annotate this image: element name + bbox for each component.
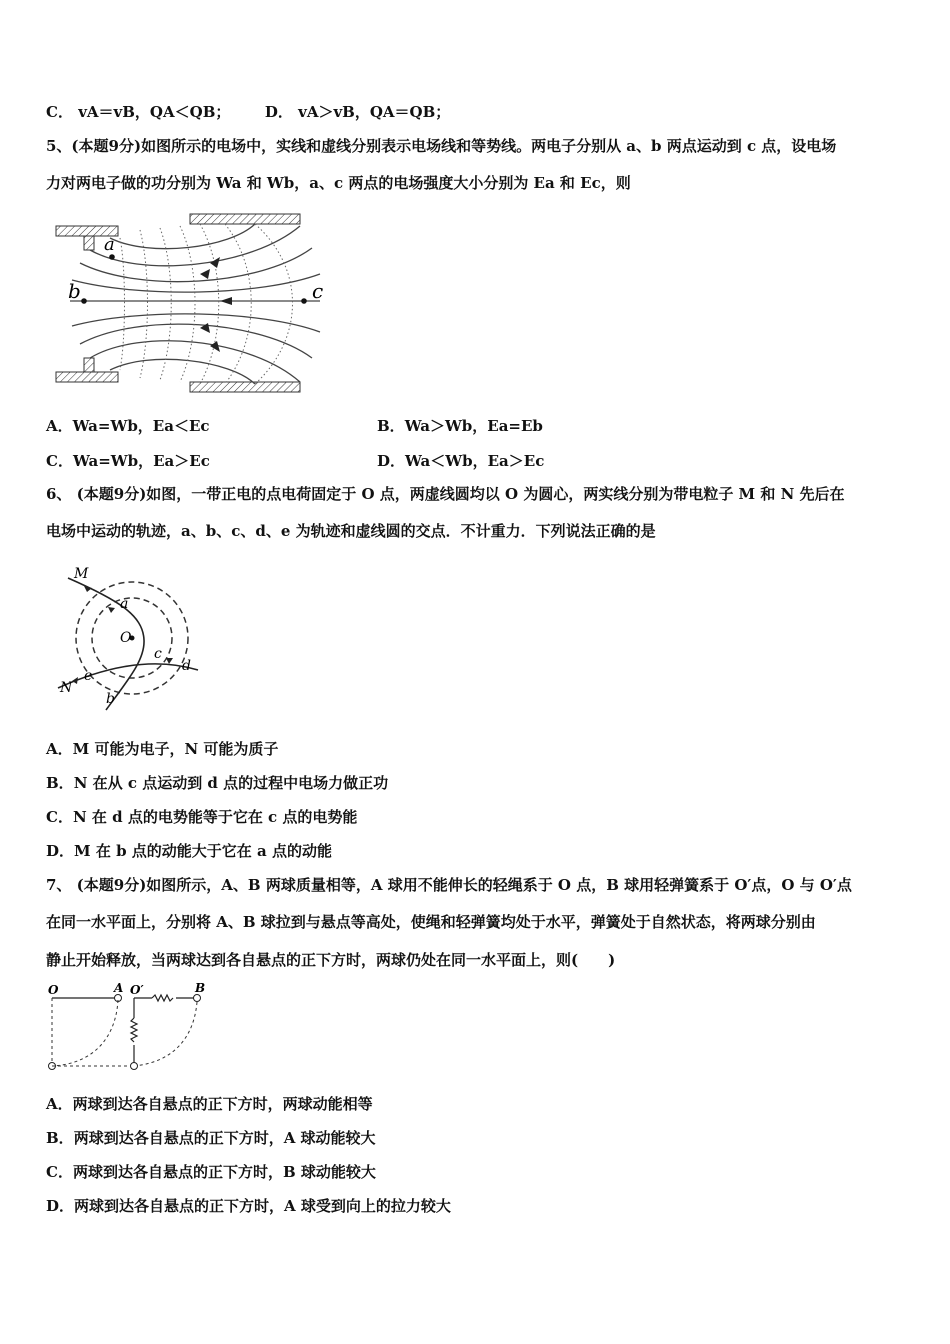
q5-option-c-text: Wa=Wb，Ea＞Ec [72,452,210,470]
q6-option-d [46,841,332,861]
ball-B-bottom [131,1063,138,1070]
q6-option-a [46,739,278,759]
label-O-prime: O′ [130,983,144,997]
label-c: c [154,646,162,662]
q6-option-d-text: M 在 b 点的动能大于它在 a 点的动能 [74,842,332,860]
q7-option-b-text: 两球到达各自悬点的正下方时，A 球动能较大 [73,1129,376,1147]
q6-stem-line1: 6、 (本题9分)如图，一带正电的点电荷固定于 O 点，两虚线圆均以 O 为圆心，两实线分别为带电粒子 M 和 N 先后在 [46,485,845,503]
q7-option-c-label: C． [46,1163,73,1181]
label-e: e [84,668,93,684]
q4-option-d-text: vA＞vB，QA＝QB； [298,103,451,121]
q4-option-c-text: vA＝vB，QA＜QB； [78,103,231,121]
q6-option-c [46,807,357,827]
q5-option-b-text: Wa＞Wb，Ea=Eb [404,417,543,435]
electrode-bottom-left [56,372,118,382]
q7-option-b-label: B． [46,1129,74,1147]
q7-stem-line2: 在同一水平面上，分别将 A、B 球拉到与悬点等高处，使绳和轻弹簧均处于水平，弹簧处于自然状态，将两球分别由 [46,913,816,931]
q5-option-c-label: C． [46,452,73,470]
label-A: A [114,982,124,995]
electrode-top-right [190,214,300,224]
q5-option-a-text: Wa=Wb，Ea＜Ec [72,417,210,435]
electrode-bottom-left-tip [84,358,94,372]
q5-option-b [377,416,543,436]
q6-option-a-text: M 可能为电子，N 可能为质子 [72,740,279,758]
q7-option-a [46,1094,373,1114]
q5-option-a [46,416,210,436]
q5-stem-line1: 5、(本题9分)如图所示的电场中，实线和虚线分别表示电场线和等势线。两电子分别从 a、b 两点运动到 c 点，设电场 [46,137,837,155]
q4-option-d-label: D． [264,103,293,121]
q5-option-a-label: A． [46,417,73,435]
label-M: M [74,566,89,582]
q7-option-d-text: 两球到达各自悬点的正下方时，A 球受到向上的拉力较大 [74,1197,451,1215]
q5-option-d-text: Wa＜Wb，Ea＞Ec [405,452,545,470]
q7-option-a-label: A． [46,1095,73,1113]
ball-B [194,995,201,1002]
q5-option-d [377,451,544,471]
path-A-dashed [52,1000,118,1066]
label-O: O [48,983,59,997]
q5-field-figure [50,208,335,396]
q5-stem-line2: 力对两电子做的功分别为 Wa 和 Wb，a、c 两点的电场强度大小分别为 Ea 和 Ec，则 [46,174,631,192]
electrode-bottom-right [190,382,300,392]
point-c [301,298,307,304]
path-B-dashed [134,1002,197,1066]
label-d: d [182,658,191,674]
q6-option-b [46,773,388,793]
q6-option-c-label: C． [46,808,73,826]
q5-option-c [46,451,210,471]
q7-pendulum-figure [44,982,224,1074]
q6-option-b-text: N 在从 c 点运动到 d 点的过程中电场力做正功 [73,774,389,792]
q6-option-d-label: D． [46,842,75,860]
q7-option-d-label: D． [46,1197,75,1215]
label-b: b [106,691,115,707]
q7-option-d [46,1196,451,1216]
q6-option-b-label: B． [46,774,74,792]
point-b [81,298,87,304]
q6-option-a-label: A． [46,740,73,758]
label-O: O [120,630,132,646]
q7-option-b [46,1128,376,1148]
q7-stem-line3: 静止开始释放，当两球达到各自悬点的正下方时，两球仍处在同一水平面上，则( ) [46,951,616,969]
label-B: B [195,982,206,995]
point-a [109,254,115,260]
q6-option-c-text: N 在 d 点的电势能等于它在 c 点的电势能 [72,808,358,826]
spring-vertical [131,1018,137,1042]
q7-option-a-text: 两球到达各自悬点的正下方时，两球动能相等 [72,1095,373,1113]
label-a: a [120,596,129,612]
label-a: a [104,234,115,255]
label-b: b [68,279,81,303]
spring-horizontal [152,995,173,1001]
q7-stem-line1: 7、 (本题9分)如图所示，A、B 两球质量相等，A 球用不能伸长的轻绳系于 O 点，B 球用轻弹簧系于 O′点，O 与 O′点 [46,876,852,894]
q7-option-c [46,1162,376,1182]
label-c: c [312,279,324,303]
q5-option-b-label: B． [377,417,405,435]
q7-option-c-text: 两球到达各自悬点的正下方时，B 球动能较大 [72,1163,376,1181]
q4-options-cd [46,102,450,122]
electrode-top-left-tip [84,236,94,250]
label-N: N [60,680,73,696]
trajectory-N [58,664,198,688]
q6-trajectory-figure [48,560,208,720]
q4-option-c-label: C． [46,103,73,121]
q5-option-d-label: D． [377,452,406,470]
q6-stem-line2: 电场中运动的轨迹，a、b、c、d、e 为轨迹和虚线圆的交点．不计重力．下列说法正确的是 [46,522,656,540]
